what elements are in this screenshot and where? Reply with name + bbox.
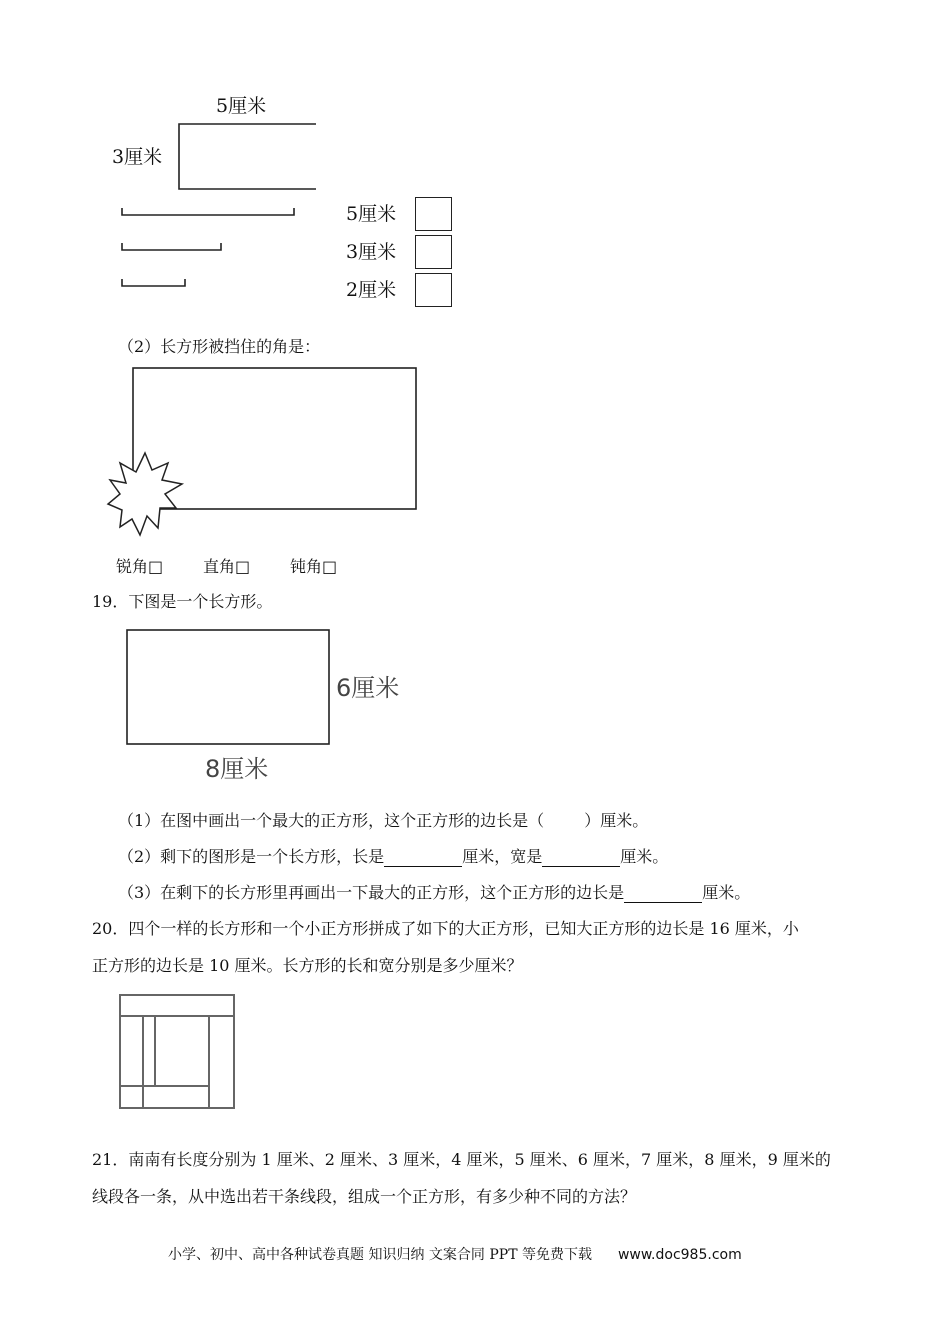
q19-part1-text-a: （1）在图中画出一个最大的正方形，这个正方形的边长是（: [118, 811, 545, 830]
option-label-3: 2厘米: [346, 279, 397, 301]
q21-line2: 线段各一条，从中选出若干条线段，组成一个正方形，有多少种不同的方法？: [92, 1187, 637, 1206]
q19-part1-text-b: ）厘米。: [584, 811, 649, 830]
q19-part2-text-c: 厘米。: [620, 847, 669, 866]
choice-obtuse-angle[interactable]: 钝角□: [290, 557, 338, 576]
footer-link[interactable]: www.doc985.com: [617, 1247, 742, 1263]
page-footer: [168, 1246, 742, 1264]
q19-width-label: 8厘米: [205, 755, 269, 783]
q20-square-figure: [0, 0, 950, 200]
q19-height-label: 6厘米: [336, 674, 400, 702]
q19-part1: [118, 811, 648, 831]
option-checkbox-2[interactable]: [415, 235, 452, 269]
q19-part2-text-a: （2）剩下的图形是一个长方形，长是: [118, 847, 385, 866]
q19-width-blank[interactable]: [542, 850, 620, 867]
q21-line1: 21．南南有长度分别为 1 厘米、2 厘米、3 厘米，4 厘米，5 厘米、6 厘米，7 厘米，8 厘米，9 厘米的: [92, 1150, 831, 1169]
q19-part3: [118, 883, 750, 903]
q18-part2-prompt: （2）长方形被挡住的角是：: [118, 337, 321, 356]
q20-line1: 20．四个一样的长方形和一个小正方形拼成了如下的大正方形，已知大正方形的边长是 16 厘米，小: [92, 919, 799, 938]
q19-length-blank[interactable]: [384, 850, 462, 867]
q19-part2-text-b: 厘米，宽是: [462, 847, 543, 866]
q19-part3-text-a: （3）在剩下的长方形里再画出一下最大的正方形，这个正方形的边长是: [118, 883, 625, 902]
q19-part2: [118, 847, 668, 867]
q19-rectangle: [127, 630, 329, 744]
option-checkbox-3[interactable]: [415, 273, 452, 307]
segment-short: [122, 279, 185, 286]
choice-right-angle[interactable]: 直角□: [203, 557, 251, 576]
segment-medium: [122, 243, 221, 250]
q20-line2: 正方形的边长是 10 厘米。长方形的长和宽分别是多少厘米？: [92, 956, 523, 975]
q19-stem: 19．下图是一个长方形。: [92, 592, 273, 611]
segment-long: [122, 208, 294, 215]
q19-side-blank[interactable]: [624, 886, 702, 903]
option-checkbox-1[interactable]: [415, 197, 452, 231]
choice-acute-angle[interactable]: 锐角□: [116, 557, 164, 576]
q19-part3-text-b: 厘米。: [702, 883, 751, 902]
figure1-side-label: 3厘米: [112, 146, 163, 168]
figure1-top-label: 5厘米: [216, 95, 267, 117]
footer-text: 小学、初中、高中各种试卷真题 知识归纳 文案合同 PPT 等免费下载: [168, 1247, 592, 1263]
option-label-2: 3厘米: [346, 241, 397, 263]
big-square: [120, 995, 234, 1108]
option-label-1: 5厘米: [346, 203, 397, 225]
